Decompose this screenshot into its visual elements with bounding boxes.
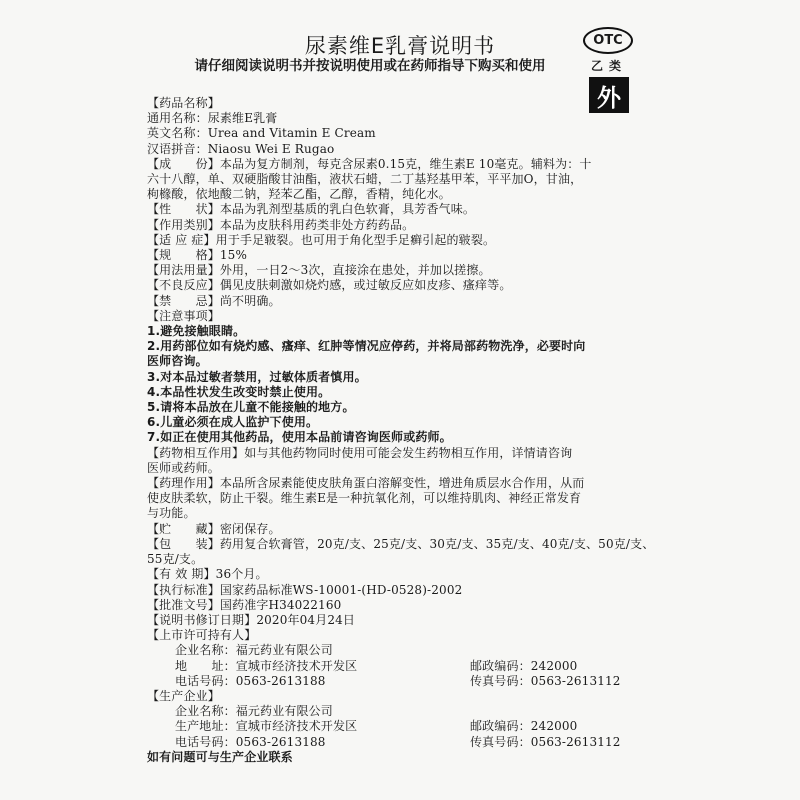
manufacturer-address: 生产地址：宣城市经济技术开发区	[175, 719, 358, 734]
document-subtitle: 请仔细阅读说明书并按说明使用或在药师指导下购买和使用	[194, 58, 546, 74]
pinyin-name: 汉语拼音：Niaosu Wei E Rugao	[147, 141, 335, 156]
approval-number: 【批准文号】国药准字H34022160	[147, 597, 342, 612]
document-title: 尿素维E乳膏说明书	[304, 34, 496, 58]
manufacturer-phone-row	[147, 735, 657, 750]
contraindications: 【禁 忌】尚不明确。	[147, 293, 281, 308]
pharmacology-line-3: 与功能。	[147, 506, 196, 521]
pharmacology-line-2: 使皮肤柔软，防止干裂。维生素E是一种抗氧化剂，可以维持肌肉、神经正常发育	[147, 491, 582, 506]
manufacturer-address-row	[147, 719, 657, 734]
holder-postcode: 邮政编码：242000	[470, 658, 578, 673]
section-header-manufacturer: 【生产企业】	[147, 688, 220, 703]
generic-name: 通用名称：尿素维E乳膏	[147, 111, 278, 126]
dosage: 【用法用量】外用，一日2～3次，直接涂在患处，并加以搓擦。	[147, 263, 491, 278]
precaution-item: 4.本品性状发生改变时禁止使用。	[147, 384, 331, 399]
otc-logo: OTC	[583, 27, 633, 54]
specification: 【规 格】15%	[147, 248, 248, 263]
adverse-reactions: 【不良反应】偶见皮肤刺激如烧灼感，或过敏反应如皮疹、瘙痒等。	[147, 278, 512, 293]
holder-phone: 电话号码：0563-2613188	[175, 673, 326, 688]
storage: 【贮 藏】密闭保存。	[147, 521, 281, 536]
otc-class-label: 乙类	[590, 59, 627, 73]
precaution-item: 3.对本品过敏者禁用，过敏体质者慎用。	[147, 369, 367, 384]
holder-fax: 传真号码：0563-2613112	[470, 673, 621, 688]
composition-line-1: 【成 份】本品为复方制剂，每克含尿素0.15克，维生素E 10毫克。辅料为：十	[147, 156, 592, 171]
pharmacology-line-1: 【药理作用】本品所含尿素能使皮肤角蛋白溶解变性，增进角质层水合作用，从而	[147, 476, 585, 491]
package-line-2: 55克/支。	[147, 552, 204, 567]
composition-line-2: 六十八醇，单、双硬脂酸甘油酯，液状石蜡，二丁基羟基甲苯，平平加O，甘油，	[147, 172, 583, 187]
interactions-line-1: 【药物相互作用】如与其他药物同时使用可能会发生药物相互作用，详情请咨询	[147, 445, 573, 460]
revision-date: 【说明书修订日期】2020年04月24日	[147, 612, 356, 627]
interactions-line-2: 医师或药师。	[147, 460, 220, 475]
section-header-holder: 【上市许可持有人】	[147, 628, 257, 643]
composition-line-3: 枸橼酸，依地酸二钠，羟苯乙酯，乙醇，香精，纯化水。	[147, 187, 451, 202]
precaution-item: 医师咨询。	[147, 354, 208, 369]
holder-phone-row	[147, 674, 657, 689]
validity: 【有 效 期】36个月。	[147, 567, 268, 582]
section-header-name: 【药品名称】	[147, 96, 220, 110]
external-use-mark: 外	[589, 77, 629, 113]
manufacturer-fax: 传真号码：0563-2613112	[470, 734, 621, 749]
properties: 【性 状】本品为乳剂型基质的乳白色软膏，具芳香气味。	[147, 202, 476, 217]
precaution-item: 2.用药部位如有烧灼感、瘙痒、红肿等情况应停药，并将局部药物洗净，必要时向	[147, 339, 586, 354]
package-line-1: 【包 装】药用复合软膏管，20克/支、25克/支、30克/支、35克/支、40克/支、50克/支、	[147, 536, 655, 551]
leaflet-body	[147, 96, 657, 765]
precaution-item: 1.避免接触眼睛。	[147, 324, 246, 339]
manufacturer-phone: 电话号码：0563-2613188	[175, 734, 326, 749]
precaution-item: 6.儿童必须在成人监护下使用。	[147, 415, 319, 430]
holder-company: 企业名称：福元药业有限公司	[175, 643, 333, 658]
manufacturer-company: 企业名称：福元药业有限公司	[175, 704, 333, 719]
english-name: 英文名称：Urea and Vitamin E Cream	[147, 126, 376, 141]
precaution-item: 5.请将本品放在儿童不能接触的地方。	[147, 400, 355, 415]
standard: 【执行标准】国家药品标准WS-10001-(HD-0528)-2002	[147, 582, 463, 597]
indication: 【适 应 症】用于手足皲裂。也可用于角化型手足癣引起的皲裂。	[147, 232, 496, 247]
section-header-precautions: 【注意事项】	[147, 308, 220, 323]
footer-note: 如有问题可与生产企业联系	[147, 749, 293, 764]
precaution-item: 7.如正在使用其他药品，使用本品前请咨询医师或药师。	[147, 430, 452, 445]
holder-address: 地 址：宣城市经济技术开发区	[175, 658, 358, 673]
holder-address-row	[147, 659, 657, 674]
manufacturer-postcode: 邮政编码：242000	[470, 719, 578, 734]
category: 【作用类别】本品为皮肤科用药类非处方药药品。	[147, 217, 415, 232]
